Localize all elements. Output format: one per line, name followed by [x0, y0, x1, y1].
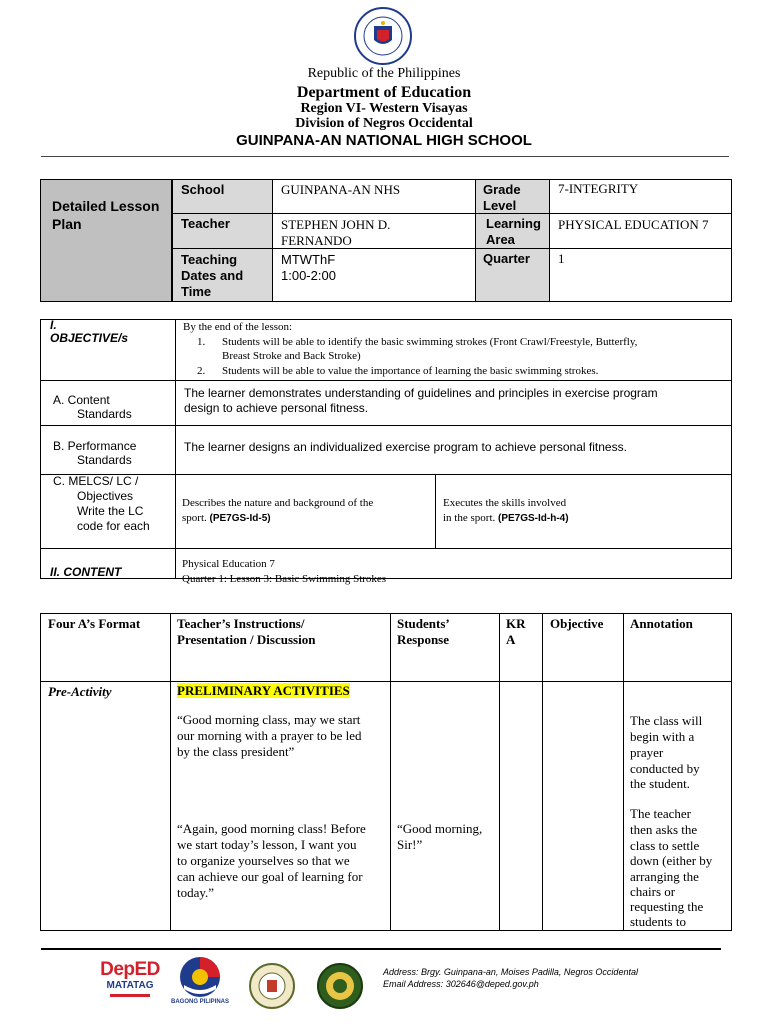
melcs-label-line3: Write the LC	[77, 504, 144, 518]
student-response-line1: “Good morning,	[397, 821, 483, 836]
student-response-line2: Sir!”	[397, 837, 423, 852]
objectives-intro: By the end of the lesson:	[183, 321, 293, 333]
area-value: PHYSICAL EDUCATION 7	[558, 217, 709, 232]
annotation-2-line2: then asks the	[630, 822, 698, 837]
objective-1-num: 1.	[197, 336, 206, 348]
deped-matatag-logo	[98, 960, 162, 1006]
matatag-text: MATATAG	[106, 980, 154, 991]
annotation-2-line6: chairs or	[630, 884, 676, 899]
annotation-2-line4: down (either by	[630, 853, 713, 868]
footer-divider	[41, 948, 721, 950]
footer-address: Address: Brgy. Guinpana-an, Moises Padilla, Negros Occidental	[383, 967, 638, 977]
col-header-annotation: Annotation	[630, 616, 693, 631]
department-line: Department of Education	[296, 84, 472, 101]
procedure-table	[40, 613, 732, 931]
bagong-pilipinas-logo	[170, 955, 230, 1001]
teacher-line-5: we start today’s lesson, I want you	[177, 837, 357, 852]
school-title: GUINPANA-AN NATIONAL HIGH SCHOOL	[236, 132, 532, 149]
annotation-1-line1: The class will	[630, 713, 703, 728]
header-divider	[41, 156, 729, 157]
col-header-students-line1: Students’	[397, 616, 450, 631]
col-header-objective: Objective	[550, 616, 604, 631]
dates-label-line3: Time	[181, 284, 212, 299]
content-standards-label-line1: A. Content	[53, 393, 110, 407]
performance-standards-text: The learner designs an individualized exercise program to achieve personal fitness.	[184, 440, 627, 454]
content-standards-label-line2: Standards	[77, 407, 132, 421]
col-header-kra-line1: KR	[506, 616, 526, 631]
content-line1: Physical Education 7	[182, 558, 275, 570]
objective-2-line1: Students will be able to value the importance of learning the basic swimming strokes.	[222, 365, 599, 377]
melc-2-line2: in the sport. (PE7GS-Id-h-4)	[443, 512, 569, 524]
teacher-value-line1: STEPHEN JOHN D.	[281, 217, 391, 232]
col-header-students-line2: Response	[397, 632, 450, 647]
school-value: GUINPANA-AN NHS	[281, 182, 401, 197]
teacher-value-line2: FERNANDO	[281, 233, 352, 248]
annotation-2-line5: arranging the	[630, 869, 699, 884]
school-seal-logo	[247, 962, 297, 1010]
objectives-label: OBJECTIVE/s	[50, 331, 129, 345]
dates-value-line1: MTWThF	[281, 252, 336, 267]
grade-value: 7-INTEGRITY	[558, 181, 639, 196]
dates-value-line2: 1:00-2:00	[281, 268, 336, 283]
melc-1-line1: Describes the nature and background of the	[182, 497, 374, 509]
area-label-line2: Area	[486, 232, 515, 247]
melcs-label-line4: code for each	[77, 519, 150, 533]
melc-1-line2: sport. (PE7GS-Id-5)	[182, 512, 271, 524]
division-line: Division of Negros Occidental	[295, 116, 473, 131]
bagong-pilipinas-text: BAGONG PILIPINAS	[170, 999, 229, 1005]
teacher-line-1: “Good morning class, may we start	[177, 712, 361, 727]
objective-1-line1: Students will be able to identify the basic swimming strokes (Front Crawl/Freestyle, Butterfly,	[222, 336, 638, 348]
annotation-2-line3: class to settle	[630, 838, 700, 853]
footer-email: Email Address: 302646@deped.gov.ph	[383, 979, 539, 989]
teacher-line-3: by the class president”	[177, 744, 295, 759]
objective-2-num: 2.	[197, 365, 206, 377]
annotation-2-line8: students to	[630, 914, 686, 929]
melcs-label-line1: C. MELCS/ LC /	[53, 474, 139, 488]
school-label: School	[181, 182, 225, 197]
col-header-teacher-line1: Teacher’s Instructions/	[177, 616, 305, 631]
teacher-line-4: “Again, good morning class! Before	[177, 821, 366, 836]
dates-label-line2: Dates and	[181, 268, 244, 283]
teacher-line-2: our morning with a prayer to be led	[177, 728, 362, 743]
content-label: II. CONTENT	[50, 565, 122, 579]
teacher-line-6: to organize yourselves so that we	[177, 853, 350, 868]
annotation-1-line3: prayer	[630, 745, 664, 760]
melc-1-code: (PE7GS-Id-5)	[209, 513, 271, 524]
area-label-line1: Learning	[486, 216, 541, 231]
content-line2: Quarter 1: Lesson 3: Basic Swimming Strokes	[182, 573, 387, 585]
quarter-value: 1	[558, 251, 565, 266]
content-standards-line2: design to achieve personal fitness.	[184, 401, 369, 415]
teacher-label: Teacher	[181, 216, 230, 231]
col-header-teacher-line2: Presentation / Discussion	[177, 632, 316, 647]
preliminary-activities-heading: PRELIMINARY ACTIVITIES	[177, 683, 350, 698]
performance-standards-label-line2: Standards	[77, 453, 132, 467]
grade-label-line2: Level	[483, 198, 517, 213]
grade-label-line1: Grade	[483, 182, 521, 197]
melc-2-code: (PE7GS-Id-h-4)	[498, 513, 569, 524]
phase-pre-activity: Pre-Activity	[48, 684, 112, 699]
region-line: Region VI- Western Visayas	[300, 101, 468, 116]
annotation-1-line5: the student.	[630, 776, 690, 791]
annotation-1-line2: begin with a	[630, 729, 695, 744]
teacher-line-7: can achieve our goal of learning for	[177, 869, 363, 884]
doc-title: Detailed Lesson Plan	[52, 198, 160, 232]
content-standards-line1: The learner demonstrates understanding of guidelines and principles in exercise program	[184, 386, 658, 400]
annotation-1-line4: conducted by	[630, 761, 700, 776]
objective-1-line2: Breast Stroke and Back Stroke)	[222, 350, 361, 362]
melcs-label-line2: Objectives	[77, 489, 134, 503]
objectives-label-num: I.	[50, 318, 57, 332]
annotation-2-line1: The teacher	[630, 806, 691, 821]
performance-standards-label-line1: B. Performance	[53, 439, 137, 453]
dates-label-line1: Teaching	[181, 252, 238, 267]
melc-2-line1: Executes the skills involved	[443, 497, 567, 509]
col-header-format: Four A’s Format	[48, 616, 141, 631]
deped-logo-text: DepED	[100, 959, 160, 980]
quarter-label: Quarter	[483, 251, 530, 266]
col-header-kra-line2: A	[506, 632, 516, 647]
republic-line: Republic of the Philippines	[307, 66, 461, 81]
division-seal-logo	[315, 962, 365, 1010]
teacher-line-8: today.”	[177, 885, 215, 900]
deped-seal-logo	[348, 6, 418, 66]
annotation-2-line7: requesting the	[630, 899, 704, 914]
